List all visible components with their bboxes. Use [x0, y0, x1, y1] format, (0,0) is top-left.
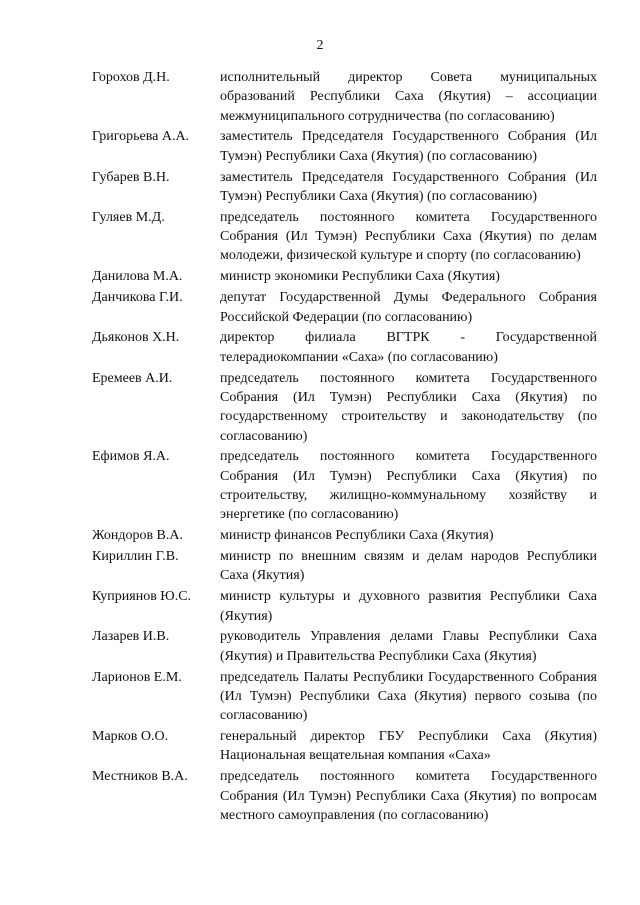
member-role: исполнительный директор Совета муниципальных образований Республики Саха (Якутия) – ассоциации межмуниципального сотрудничества (по согласованию) [220, 70, 597, 124]
member-role: министр культуры и духовного развития Республики Саха (Якутия) [220, 589, 597, 624]
member-name: Еремеев А.И. [92, 370, 173, 386]
member-row [92, 328, 597, 367]
member-row [92, 208, 597, 266]
member-name: Лазарев И.В. [92, 629, 170, 645]
member-row [92, 267, 597, 286]
member-row [92, 727, 597, 766]
member-name: Местников В.А. [92, 769, 188, 785]
member-row [92, 447, 597, 524]
member-name: Горохов Д.Н. [92, 70, 170, 85]
member-role: генеральный директор ГБУ Республики Саха (Якутия) Национальная вещательная компания «Саха» [220, 729, 597, 764]
member-role: заместитель Председателя Государственного Собрания (Ил Тумэн) Республики Саха (Якутия) (по согласованию) [220, 129, 597, 164]
member-name: Куприянов Ю.С. [92, 589, 192, 605]
member-row [92, 587, 597, 626]
member-row [92, 68, 597, 126]
member-name: Гуляев М.Д. [92, 209, 165, 225]
member-name: Марков О.О. [92, 729, 169, 745]
member-row [92, 369, 597, 446]
member-row [92, 668, 597, 726]
member-row [92, 288, 597, 327]
member-role: председатель постоянного комитета Государственного Собрания (Ил Тумэн) Республики Саха (Якутия) по вопросам местного самоуправления (по согласованию) [220, 769, 597, 823]
member-role: председатель постоянного комитета Государственного Собрания (Ил Тумэн) Республики Саха (Якутия) по государственному строительству и законодательству (по согласованию) [220, 370, 597, 444]
member-name: Ларионов Е.М. [92, 669, 182, 685]
member-row [92, 526, 597, 545]
member-name: Данилова М.А. [92, 269, 183, 285]
member-name: Ефимов Я.А. [92, 449, 170, 465]
member-row [92, 547, 597, 586]
member-row [92, 627, 597, 666]
member-role: министр финансов Республики Саха (Якутия) [220, 528, 494, 544]
member-role: директор филиала ВГТРК - Государственной телерадиокомпании «Саха» (по согласованию) [220, 330, 597, 365]
member-role: министр экономики Республики Саха (Якутия) [220, 269, 500, 285]
members-list [92, 68, 597, 827]
member-name: Жондоров В.А. [92, 528, 184, 544]
member-role: министр по внешним связям и делам народов Республики Саха (Якутия) [220, 549, 597, 584]
member-role: председатель Палаты Республики Государственного Собрания (Ил Тумэн) Республики Саха (Якутия) первого созыва (по согласованию) [220, 669, 597, 724]
member-role: председатель постоянного комитета Государственного Собрания (Ил Тумэн) Республики Саха (Якутия) по делам молодежи, физической культуре и спорту (по согласованию) [220, 209, 597, 264]
member-name: Губарев В.Н. [92, 169, 170, 185]
member-row [92, 767, 597, 825]
member-role: заместитель Председателя Государственного Собрания (Ил Тумэн) Республики Саха (Якутия) (по согласованию) [220, 169, 597, 204]
member-name: Дьяконов Х.Н. [92, 330, 180, 346]
member-row [92, 168, 597, 207]
member-row [92, 127, 597, 166]
page-number: 2 [316, 38, 324, 53]
member-name: Григорьева А.А. [92, 129, 190, 145]
member-name: Кириллин Г.В. [92, 549, 179, 565]
member-role: председатель постоянного комитета Государственного Собрания (Ил Тумэн) Республики Саха (Якутия) по строительству, жилищно-коммунальному хозяйству и энергетике (по согласованию) [220, 449, 597, 523]
member-role: руководитель Управления делами Главы Республики Саха (Якутия) и Правительства Республики Саха (Якутия) [220, 629, 597, 664]
member-role: депутат Государственной Думы Федерального Собрания Российской Федерации (по согласованию) [220, 290, 597, 325]
member-name: Данчикова Г.И. [92, 290, 183, 306]
